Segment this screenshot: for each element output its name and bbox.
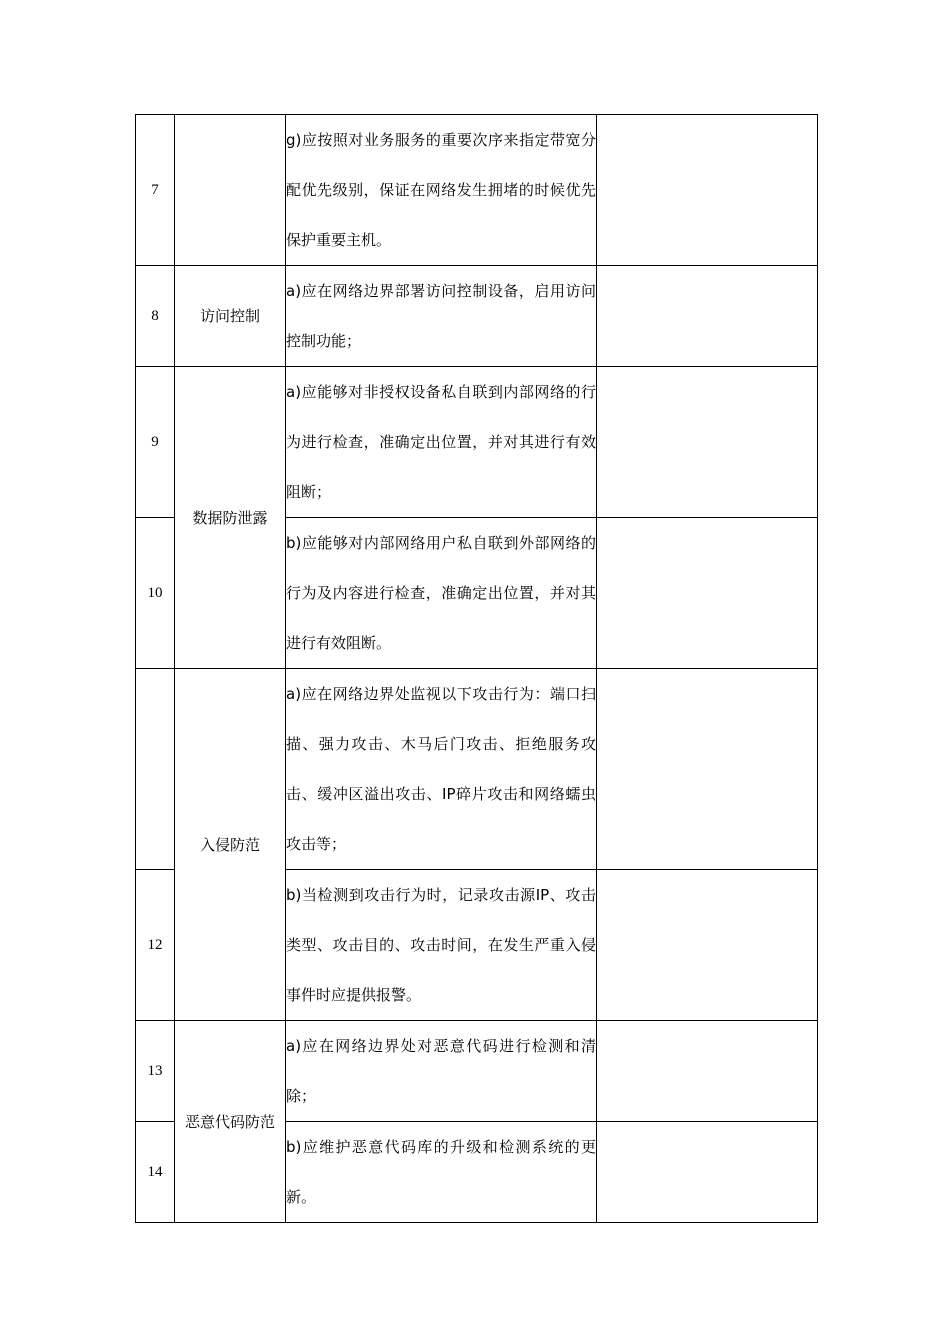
requirement-text: a)应在网络边界处对恶意代码进行检测和清除； (286, 1021, 597, 1122)
result-cell (597, 367, 818, 518)
result-cell (597, 870, 818, 1021)
requirement-text: a)应能够对非授权设备私自联到内部网络的行为进行检查，准确定出位置，并对其进行有效阻断； (286, 367, 597, 518)
row-number: 7 (136, 115, 175, 266)
row-number: 13 (136, 1021, 175, 1122)
row-number (136, 669, 175, 870)
category-cell: 数据防泄露 (175, 367, 286, 669)
category-cell (175, 115, 286, 266)
requirement-text: b)当检测到攻击行为时，记录攻击源IP、攻击类型、攻击目的、攻击时间，在发生严重入侵事件时应提供报警。 (286, 870, 597, 1021)
requirement-text: b)应能够对内部网络用户私自联到外部网络的行为及内容进行检查，准确定出位置，并对其进行有效阻断。 (286, 518, 597, 669)
table-row (136, 669, 818, 870)
row-number: 9 (136, 367, 175, 518)
requirement-text: g)应按照对业务服务的重要次序来指定带宽分配优先级别，保证在网络发生拥堵的时候优先保护重要主机。 (286, 115, 597, 266)
row-number: 8 (136, 266, 175, 367)
table-row (136, 115, 818, 266)
result-cell (597, 1021, 818, 1122)
result-cell (597, 669, 818, 870)
table-row (136, 1021, 818, 1122)
result-cell (597, 115, 818, 266)
row-number: 14 (136, 1122, 175, 1223)
row-number: 12 (136, 870, 175, 1021)
requirement-text: a)应在网络边界部署访问控制设备，启用访问控制功能； (286, 266, 597, 367)
requirement-text: b)应维护恶意代码库的升级和检测系统的更新。 (286, 1122, 597, 1223)
table-row (136, 367, 818, 518)
category-cell: 恶意代码防范 (175, 1021, 286, 1223)
result-cell (597, 518, 818, 669)
category-cell: 入侵防范 (175, 669, 286, 1021)
result-cell (597, 1122, 818, 1223)
requirements-table (135, 114, 818, 1223)
requirement-text: a)应在网络边界处监视以下攻击行为：端口扫描、强力攻击、木马后门攻击、拒绝服务攻击、缓冲区溢出攻击、IP碎片攻击和网络蠕虫攻击等； (286, 669, 597, 870)
category-cell: 访问控制 (175, 266, 286, 367)
row-number: 10 (136, 518, 175, 669)
result-cell (597, 266, 818, 367)
table-row (136, 266, 818, 367)
